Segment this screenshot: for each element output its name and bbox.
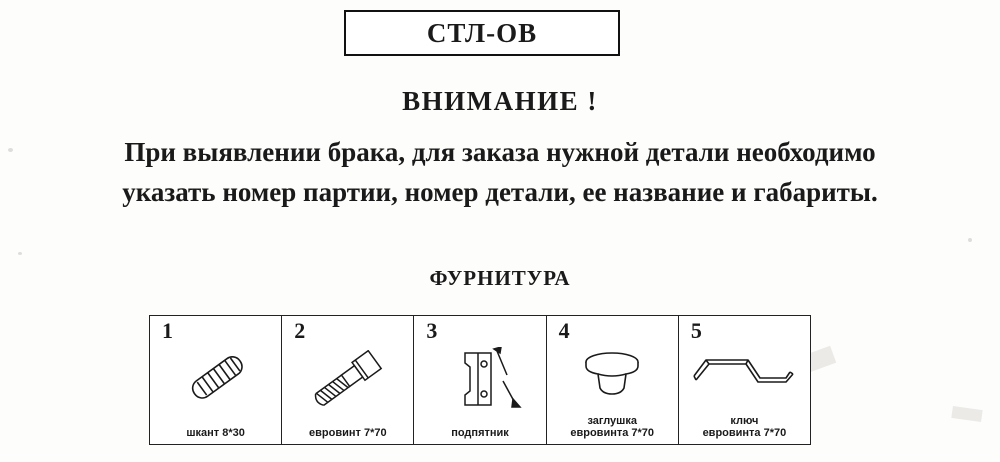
hardware-number: 5 — [690, 318, 702, 343]
hardware-label-line-1: заглушка — [587, 415, 637, 427]
scan-smudge — [951, 406, 982, 422]
hardware-label — [150, 427, 281, 444]
scan-speck — [968, 238, 972, 242]
hardware-label — [414, 427, 545, 444]
hardware-number: 3 — [426, 318, 438, 343]
hardware-label-line-2: евровинта 7*70 — [702, 427, 787, 439]
hardware-label-line-1: евровинт 7*70 — [309, 427, 387, 439]
hardware-cell-5 — [679, 316, 810, 444]
document-title-box — [344, 10, 620, 56]
hardware-number: 2 — [294, 318, 306, 343]
hardware-number: 1 — [162, 318, 173, 343]
hardware-label — [282, 427, 413, 444]
attention-heading: ВНИМАНИЕ ! — [402, 86, 598, 116]
warning-line-2: указать номер партии, номер детали, ее название и габариты. — [122, 177, 878, 207]
hardware-label-line-1: шкант 8*30 — [186, 427, 245, 439]
hardware-cell-4 — [547, 316, 679, 444]
section-heading-furniture: ФУРНИТУРА — [429, 266, 571, 290]
hardware-table — [149, 315, 811, 445]
document-title: СТЛ-ОВ — [426, 17, 538, 48]
hardware-number: 4 — [558, 318, 570, 343]
hardware-label — [679, 415, 810, 444]
hardware-label-line-1: подпятник — [451, 427, 509, 439]
hardware-cell-3 — [414, 316, 546, 444]
warning-text — [4, 132, 996, 212]
warning-line-1: При выявлении брака, для заказа нужной детали необходимо — [124, 137, 876, 167]
hardware-label-line-2: евровинта 7*70 — [570, 427, 655, 439]
hardware-label — [547, 415, 678, 444]
scan-speck — [18, 252, 22, 255]
hardware-cell-1 — [150, 316, 282, 444]
hardware-label-line-1: ключ — [730, 415, 759, 427]
hardware-cell-2 — [282, 316, 414, 444]
